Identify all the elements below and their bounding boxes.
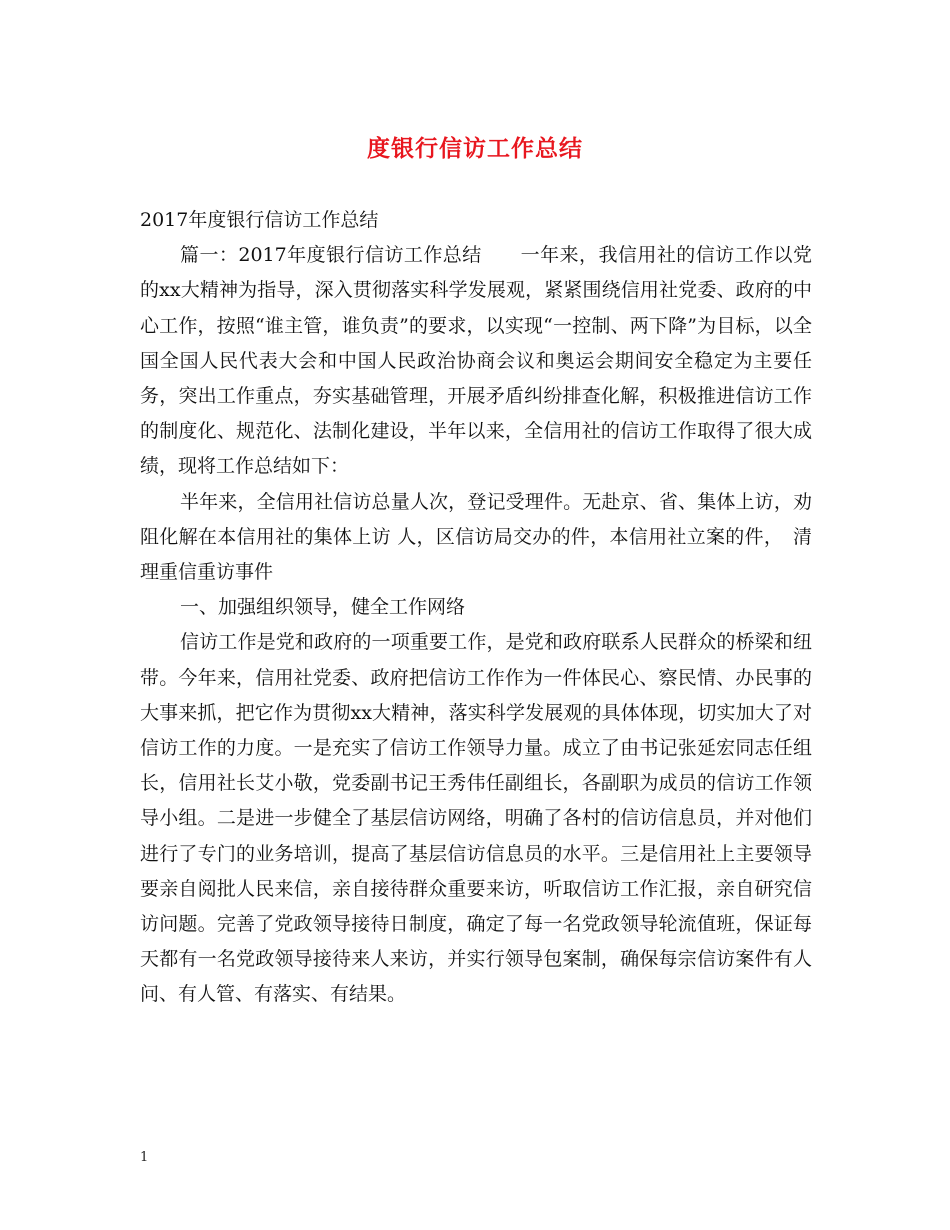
paragraph-intro: 篇一：2017年度银行信访工作总结 一年来，我信用社的信访工作以党的xx大精神为指导，深入贯彻落实科学发展观，紧紧围绕信用社党委、政府的中心工作，按照“谁主管，谁负责”的要求，以实现“一控制、两下降”为目标，以全国全国人民代表大会和中国人民政治协商会议和奥运会期间安全稳定为主要任务，突出工作重点，夯实基础管理，开展矛盾纠纷排查化解，积极推进信访工作的制度化、规范化、法制化建设，半年以来，全信用社的信访工作取得了很大成绩，现将工作总结如下： xyxy=(140,244,812,478)
paragraph-summary: 半年来，全信用社信访总量人次，登记受理件。无赴京、省、集体上访，劝阻化解在本信用社的集体上访 人，区信访局交办的件，本信用社立案的件， 清理重信重访事件 xyxy=(140,490,812,584)
paragraph-section-body: 信访工作是党和政府的一项重要工作，是党和政府联系人民群众的桥梁和纽带。今年来，信用社党委、政府把信访工作作为一件体民心、察民情、办民事的大事来抓，把它作为贯彻xx大精神，落实科学发展观的具体体现，切实加大了对信访工作的力度。一是充实了信访工作领导力量。成立了由书记张延宏同志任组长，信用社长艾小敬，党委副书记王秀伟任副组长，各副职为成员的信访工作领导小组。二是进一步健全了基层信访网络，明确了各村的信访信息员，并对他们进行了专门的业务培训，提高了基层信访信息员的水平。三是信用社上主要领导要亲自阅批人民来信，亲自接待群众重要来访，听取信访工作汇报，亲自研究信访问题。完善了党政领导接待日制度，确定了每一名党政领导轮流值班，保证每天都有一名党政领导接待来人来访，并实行领导包案制，确保每宗信访案件有人问、有人管、有落实、有结果。 xyxy=(140,631,812,1006)
section-heading: 一、加强组织领导，健全工作网络 xyxy=(180,596,466,619)
page-number: 1 xyxy=(140,1150,149,1165)
paragraph-subtitle: 2017年度银行信访工作总结 xyxy=(140,209,379,231)
document-body xyxy=(140,203,812,1013)
document-title: 度银行信访工作总结 xyxy=(367,136,583,162)
